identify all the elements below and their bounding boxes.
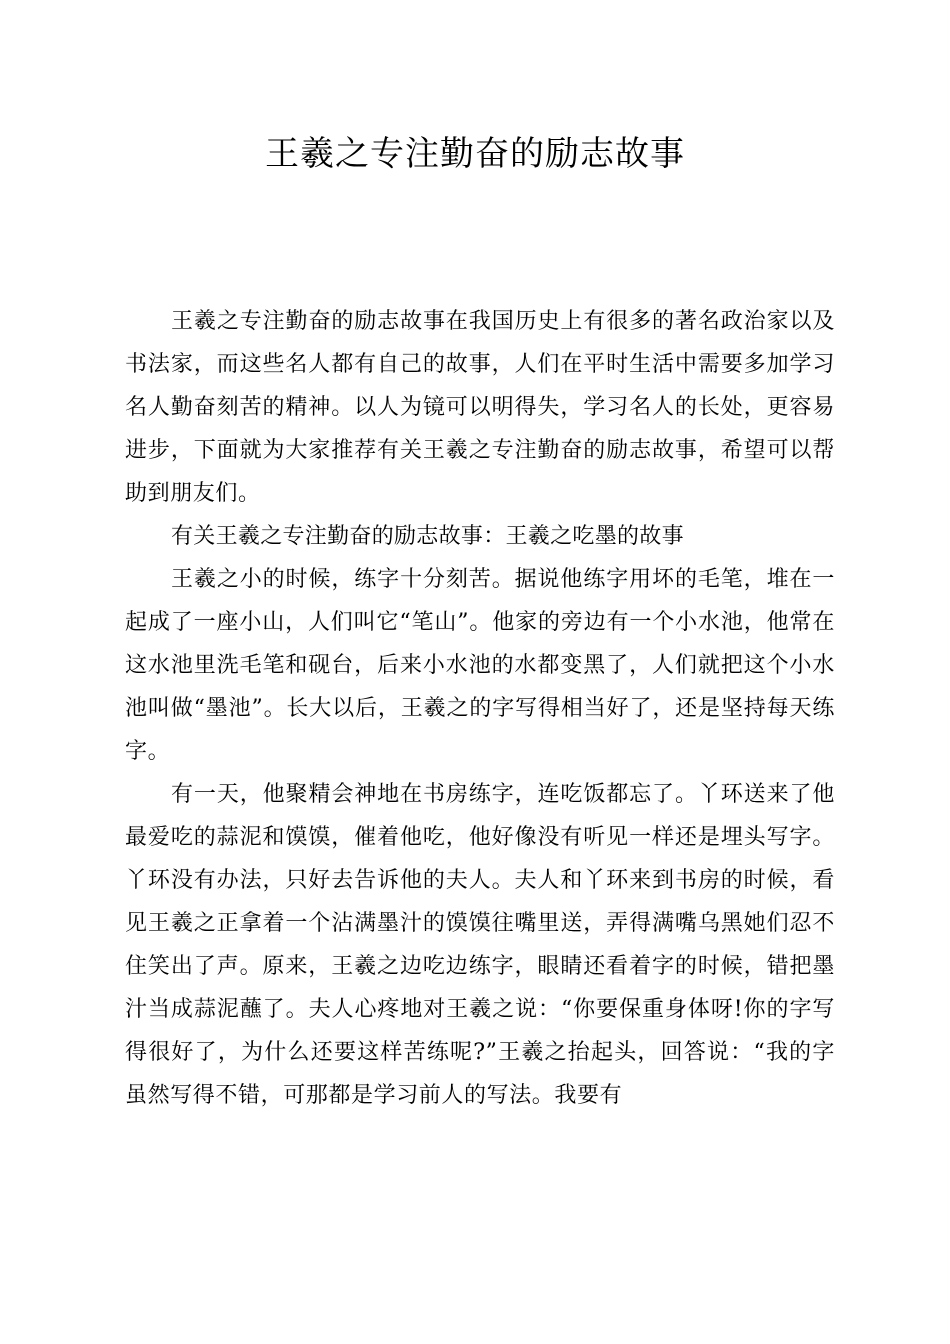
document-body xyxy=(125,300,835,1117)
document-title: 王羲之专注勤奋的励志故事 xyxy=(265,134,685,174)
story-paragraph-1: 王羲之小的时候，练字十分刻苦。据说他练字用坏的毛笔，堆在一起成了一座小山，人们叫它“笔山”。他家的旁边有一个小水池，他常在这水池里洗毛笔和砚台，后来小水池的水都变黑了，人们就把这个小水池叫做“墨池”。长大以后，王羲之的字写得相当好了，还是坚持每天练字。 xyxy=(125,567,835,764)
story-paragraph-2: 有一天，他聚精会神地在书房练字，连吃饭都忘了。丫环送来了他最爱吃的蒜泥和馍馍，催着他吃，他好像没有听见一样还是埋头写字。丫环没有办法，只好去告诉他的夫人。夫人和丫环来到书房的时候，看见王羲之正拿着一个沾满墨汁的馍馍往嘴里送，弄得满嘴乌黑她们忍不住笑出了声。原来，王羲之边吃边练字，眼睛还看着字的时候，错把墨汁当成蒜泥蘸了。夫人心疼地对王羲之说：“你要保重身体呀!你的字写得很好了，为什么还要这样苦练呢?”王羲之抬起头，回答说：“我的字虽然写得不错，可那都是学习前人的写法。我要有 xyxy=(125,782,835,1108)
section-heading-paragraph: 有关王羲之专注勤奋的励志故事：王羲之吃墨的故事 xyxy=(171,524,684,549)
intro-paragraph: 王羲之专注勤奋的励志故事在我国历史上有很多的著名政治家以及书法家，而这些名人都有自己的故事，人们在平时生活中需要多加学习名人勤奋刻苦的精神。以人为镜可以明得失，学习名人的长处，更容易进步，下面就为大家推荐有关王羲之专注勤奋的励志故事，希望可以帮助到朋友们。 xyxy=(125,309,835,506)
